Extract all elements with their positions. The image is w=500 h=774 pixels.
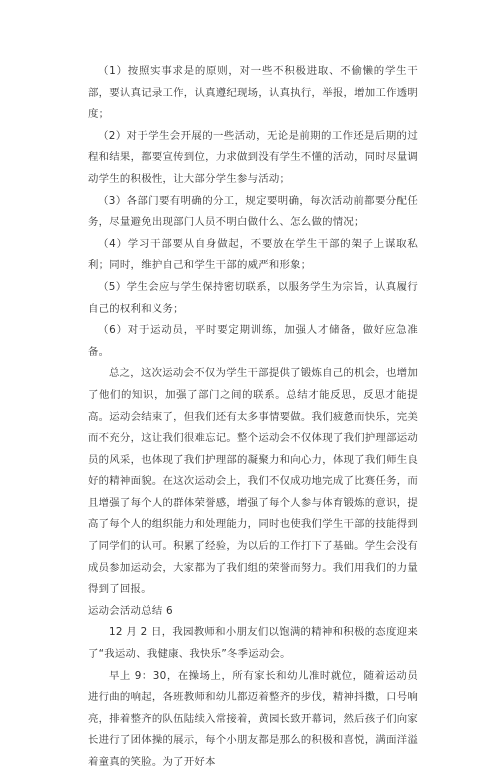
intro-paragraph: 12 月 2 日，我园教师和小朋友们以饱满的精神和积极的态度迎来了“我运动、我健康、我快乐”冬季运动会。 <box>88 626 418 661</box>
section-heading: 运动会活动总结 6 <box>88 604 173 617</box>
list-item-1: （1）按照实事求是的原则，对一些不积极进取、不偷懒的学生干部，要认真记录工作，认真遵纪现场，认真执行，举报，增加工作透明度； <box>88 65 418 121</box>
list-item-3: （3）各部门要有明确的分工，规定要明确，每次活动前都要分配任务，尽量避免出现部门人员不明白做什么、怎么做的情况； <box>88 194 418 229</box>
morning-paragraph: 早上 9：30，在操场上，所有家长和幼儿准时就位，随着运动员进行曲的响起，各班教师和幼儿都迈着整齐的步伐，精神抖擞，口号响亮，排着整齐的队伍陆续入常接着，黄园长致开幕词，然后孩子们向家长进行了团体操的展示，每个小朋友都是那么的积极和喜悦，满面洋溢着童真的笑脸。为了开好本 <box>88 669 418 768</box>
document-body <box>88 61 418 774</box>
summary-paragraph: 总之，这次运动会不仅为学生干部提供了锻炼自己的机会，也增加了他们的知识，加强了部门之间的联系。总结才能反思，反思才能提高。运动会结束了，但我们还有太多事情要做。我们疲惫而快乐，完美而不充分，这让我们很难忘记。整个运动会不仅体现了我们护理部运动员的风采，也体现了我们护理部的凝聚力和向心力，体现了我们师生良好的精神面貌。在这次运动会上，我们不仅成功地完成了比赛任务，而且增强了每个人的群体荣誉感，增强了每个人参与体育锻炼的意识，提高了每个人的组织能力和处理能力，同时也使我们学生干部的技能得到了同学们的认可。积累了经验，为以后的工作打下了基础。学生会没有成员参加运动会，大家都为了我们组的荣誉而努力。我们用我们的力量得到了回报。 <box>88 367 418 596</box>
list-item-6: （6）对于运动员，平时要定期训练，加强人才储备，做好应急准备。 <box>88 324 418 358</box>
list-item-4: （4）学习干部要从自身做起，不要放在学生干部的架子上谋取私利；同时，维护自己和学生干部的威严和形象； <box>88 237 418 272</box>
list-item-5: （5）学生会应与学生保持密切联系，以服务学生为宗旨，认真履行自己的权利和义务； <box>88 280 418 315</box>
list-item-2: （2）对于学生会开展的一些活动，无论是前期的工作还是后期的过程和结果，都要宣传到位，力求做到没有学生不懂的活动，同时尽量调动学生的积极性，让大部分学生参与活动； <box>88 129 418 185</box>
